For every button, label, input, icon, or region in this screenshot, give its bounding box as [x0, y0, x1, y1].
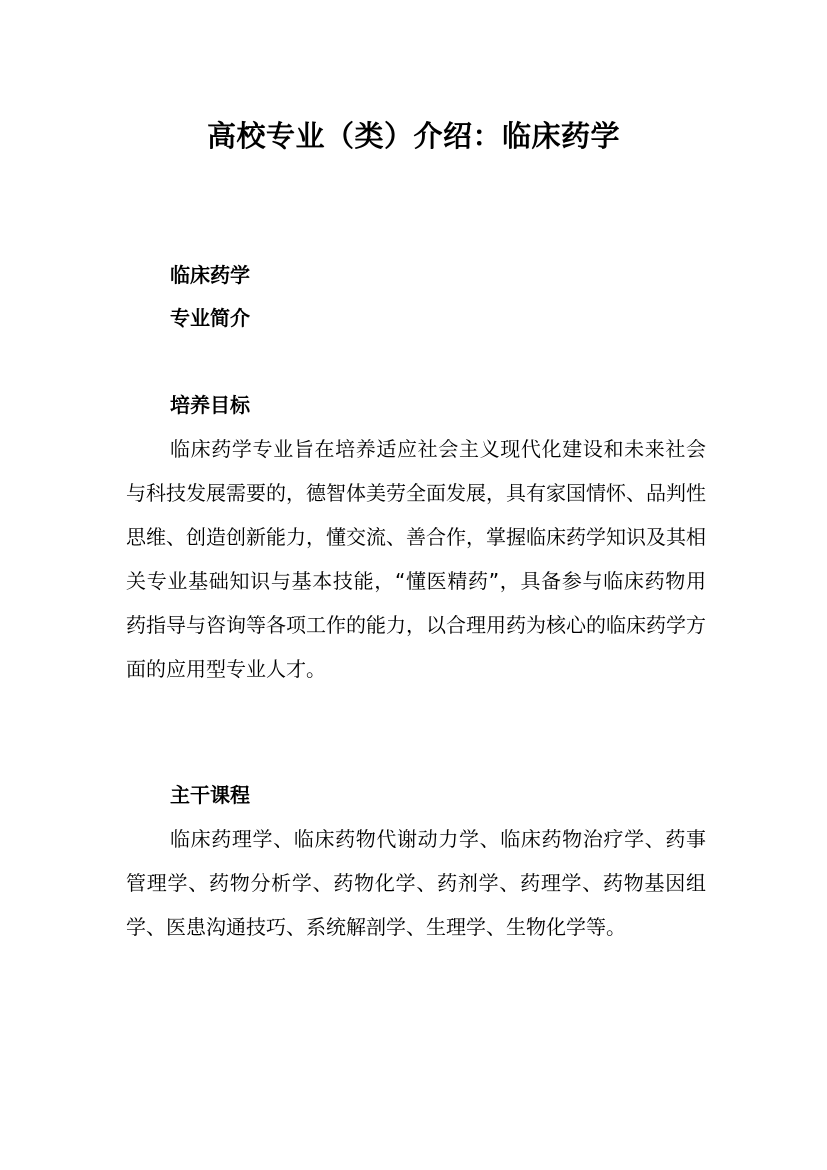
major-name-heading: 临床药学	[170, 263, 250, 287]
training-goal-paragraph: 临床药学专业旨在培养适应社会主义现代化建设和未来社会与科技发展需要的，德智体美劳全面发展，具有家国情怀、品判性思维、创造创新能力，懂交流、善合作，掌握临床药学知识及其相关专业基础知识与基本技能，“懂医精药”，具备参与临床药物用药指导与咨询等各项工作的能力，以合理用药为核心的临床药学方面的应用型专业人才。	[126, 437, 706, 681]
intro-heading: 专业简介	[170, 306, 250, 330]
page-title: 高校专业（类）介绍：临床药学	[206, 119, 620, 153]
main-courses-heading: 主干课程	[170, 783, 250, 807]
training-goal-heading: 培养目标	[170, 393, 250, 417]
main-courses-paragraph: 临床药理学、临床药物代谢动力学、临床药物治疗学、药事管理学、药物分析学、药物化学、药剂学、药理学、药物基因组学、医患沟通技巧、系统解剖学、生理学、生物化学等。	[126, 827, 706, 939]
